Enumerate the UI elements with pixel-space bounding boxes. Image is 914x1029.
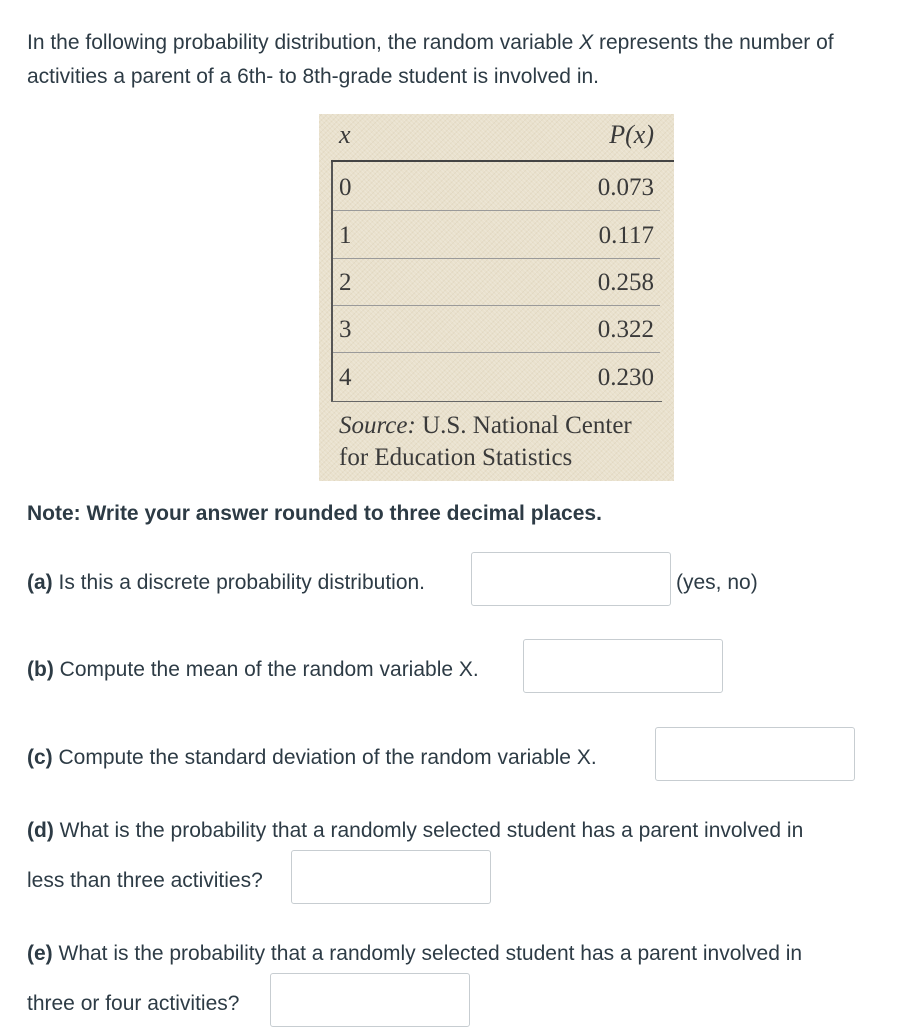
question-e-text-2: three or four activities? <box>27 992 240 1015</box>
row-2-p: 0.258 <box>597 269 654 296</box>
question-c-label: (c) <box>27 746 53 769</box>
source-label: Source: <box>339 412 416 439</box>
column-rule <box>331 162 333 402</box>
source-line-2: for Education Statistics <box>339 444 573 471</box>
answer-d-input[interactable] <box>291 850 491 904</box>
question-e-text-1: What is the probability that a randomly selected student has a parent involved in <box>52 942 803 965</box>
row-4-p: 0.230 <box>597 364 654 391</box>
intro-text-1: In the following probability distribution, the random variable <box>27 31 580 54</box>
probability-table <box>319 114 674 481</box>
answer-b-input[interactable] <box>523 639 723 693</box>
bottom-rule <box>331 401 662 402</box>
rounding-note: Note: Write your answer rounded to three decimal places. <box>27 502 602 525</box>
row-1-p: 0.117 <box>598 222 654 249</box>
row-rule <box>333 305 660 306</box>
question-e-label: (e) <box>27 942 53 965</box>
question-c-text: Compute the standard deviation of the random variable X. <box>52 746 597 769</box>
question-a <box>27 558 425 608</box>
source-line-1: U.S. National Center <box>415 412 632 439</box>
row-4-x: 4 <box>339 364 352 391</box>
question-b-text: Compute the mean of the random variable X. <box>53 658 479 681</box>
intro-text-2: represents the number of activities a parent of a 6th- to 8th-grade student is involved in. <box>27 31 834 88</box>
row-rule <box>333 210 660 211</box>
row-3-p: 0.322 <box>597 316 654 343</box>
row-1-x: 1 <box>339 222 352 249</box>
question-d-text-1: What is the probability that a randomly selected student has a parent involved in <box>53 819 804 842</box>
row-0-x: 0 <box>339 174 352 201</box>
row-0-p: 0.073 <box>597 174 654 201</box>
header-x: x <box>339 120 351 149</box>
question-d-label: (d) <box>27 819 54 842</box>
intro-variable: X <box>579 31 594 54</box>
answer-a-input[interactable] <box>471 552 671 606</box>
question-a-label: (a) <box>27 571 53 594</box>
question-b-label: (b) <box>27 658 54 681</box>
answer-c-input[interactable] <box>655 727 855 781</box>
row-2-x: 2 <box>339 269 352 296</box>
question-c <box>27 733 597 783</box>
row-3-x: 3 <box>339 316 352 343</box>
header-rule <box>331 160 674 162</box>
question-a-text: Is this a discrete probability distribution. <box>52 571 426 594</box>
question-d-text-2: less than three activities? <box>27 869 263 892</box>
row-rule <box>333 352 660 353</box>
answer-e-input[interactable] <box>270 973 470 1027</box>
problem-intro <box>27 26 887 94</box>
question-b <box>27 645 479 695</box>
row-rule <box>333 258 660 259</box>
answer-a-hint: (yes, no) <box>676 571 758 594</box>
table-source <box>339 410 632 474</box>
header-px: P(x) <box>609 120 654 149</box>
